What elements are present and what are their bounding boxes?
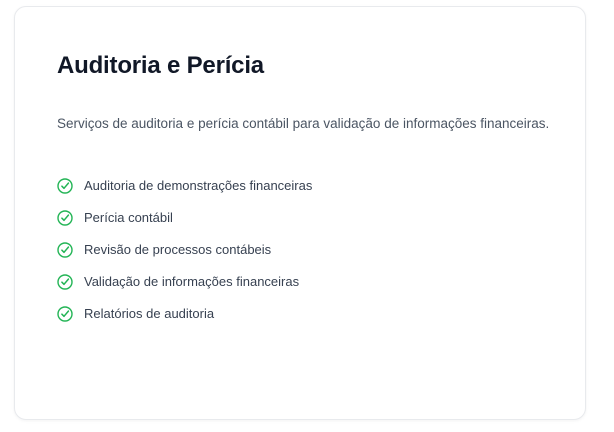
feature-label: Auditoria de demonstrações financeiras: [84, 178, 313, 193]
check-circle-icon: [57, 178, 73, 194]
service-description: Serviços de auditoria e perícia contábil para validação de informações financeiras.: [57, 116, 550, 131]
feature-label: Validação de informações financeiras: [84, 274, 300, 289]
list-item: [57, 202, 555, 234]
feature-list: [57, 170, 555, 330]
feature-label: Perícia contábil: [84, 210, 173, 225]
list-item: [57, 234, 555, 266]
list-item: [57, 298, 555, 330]
service-card: [14, 6, 586, 420]
check-circle-icon: [57, 242, 73, 258]
list-item: [57, 170, 555, 202]
check-circle-icon: [57, 210, 73, 226]
check-circle-icon: [57, 306, 73, 322]
list-item: [57, 266, 555, 298]
check-circle-icon: [57, 274, 73, 290]
page-title: Auditoria e Perícia: [57, 52, 264, 79]
feature-label: Revisão de processos contábeis: [84, 242, 272, 257]
feature-label: Relatórios de auditoria: [84, 306, 215, 321]
